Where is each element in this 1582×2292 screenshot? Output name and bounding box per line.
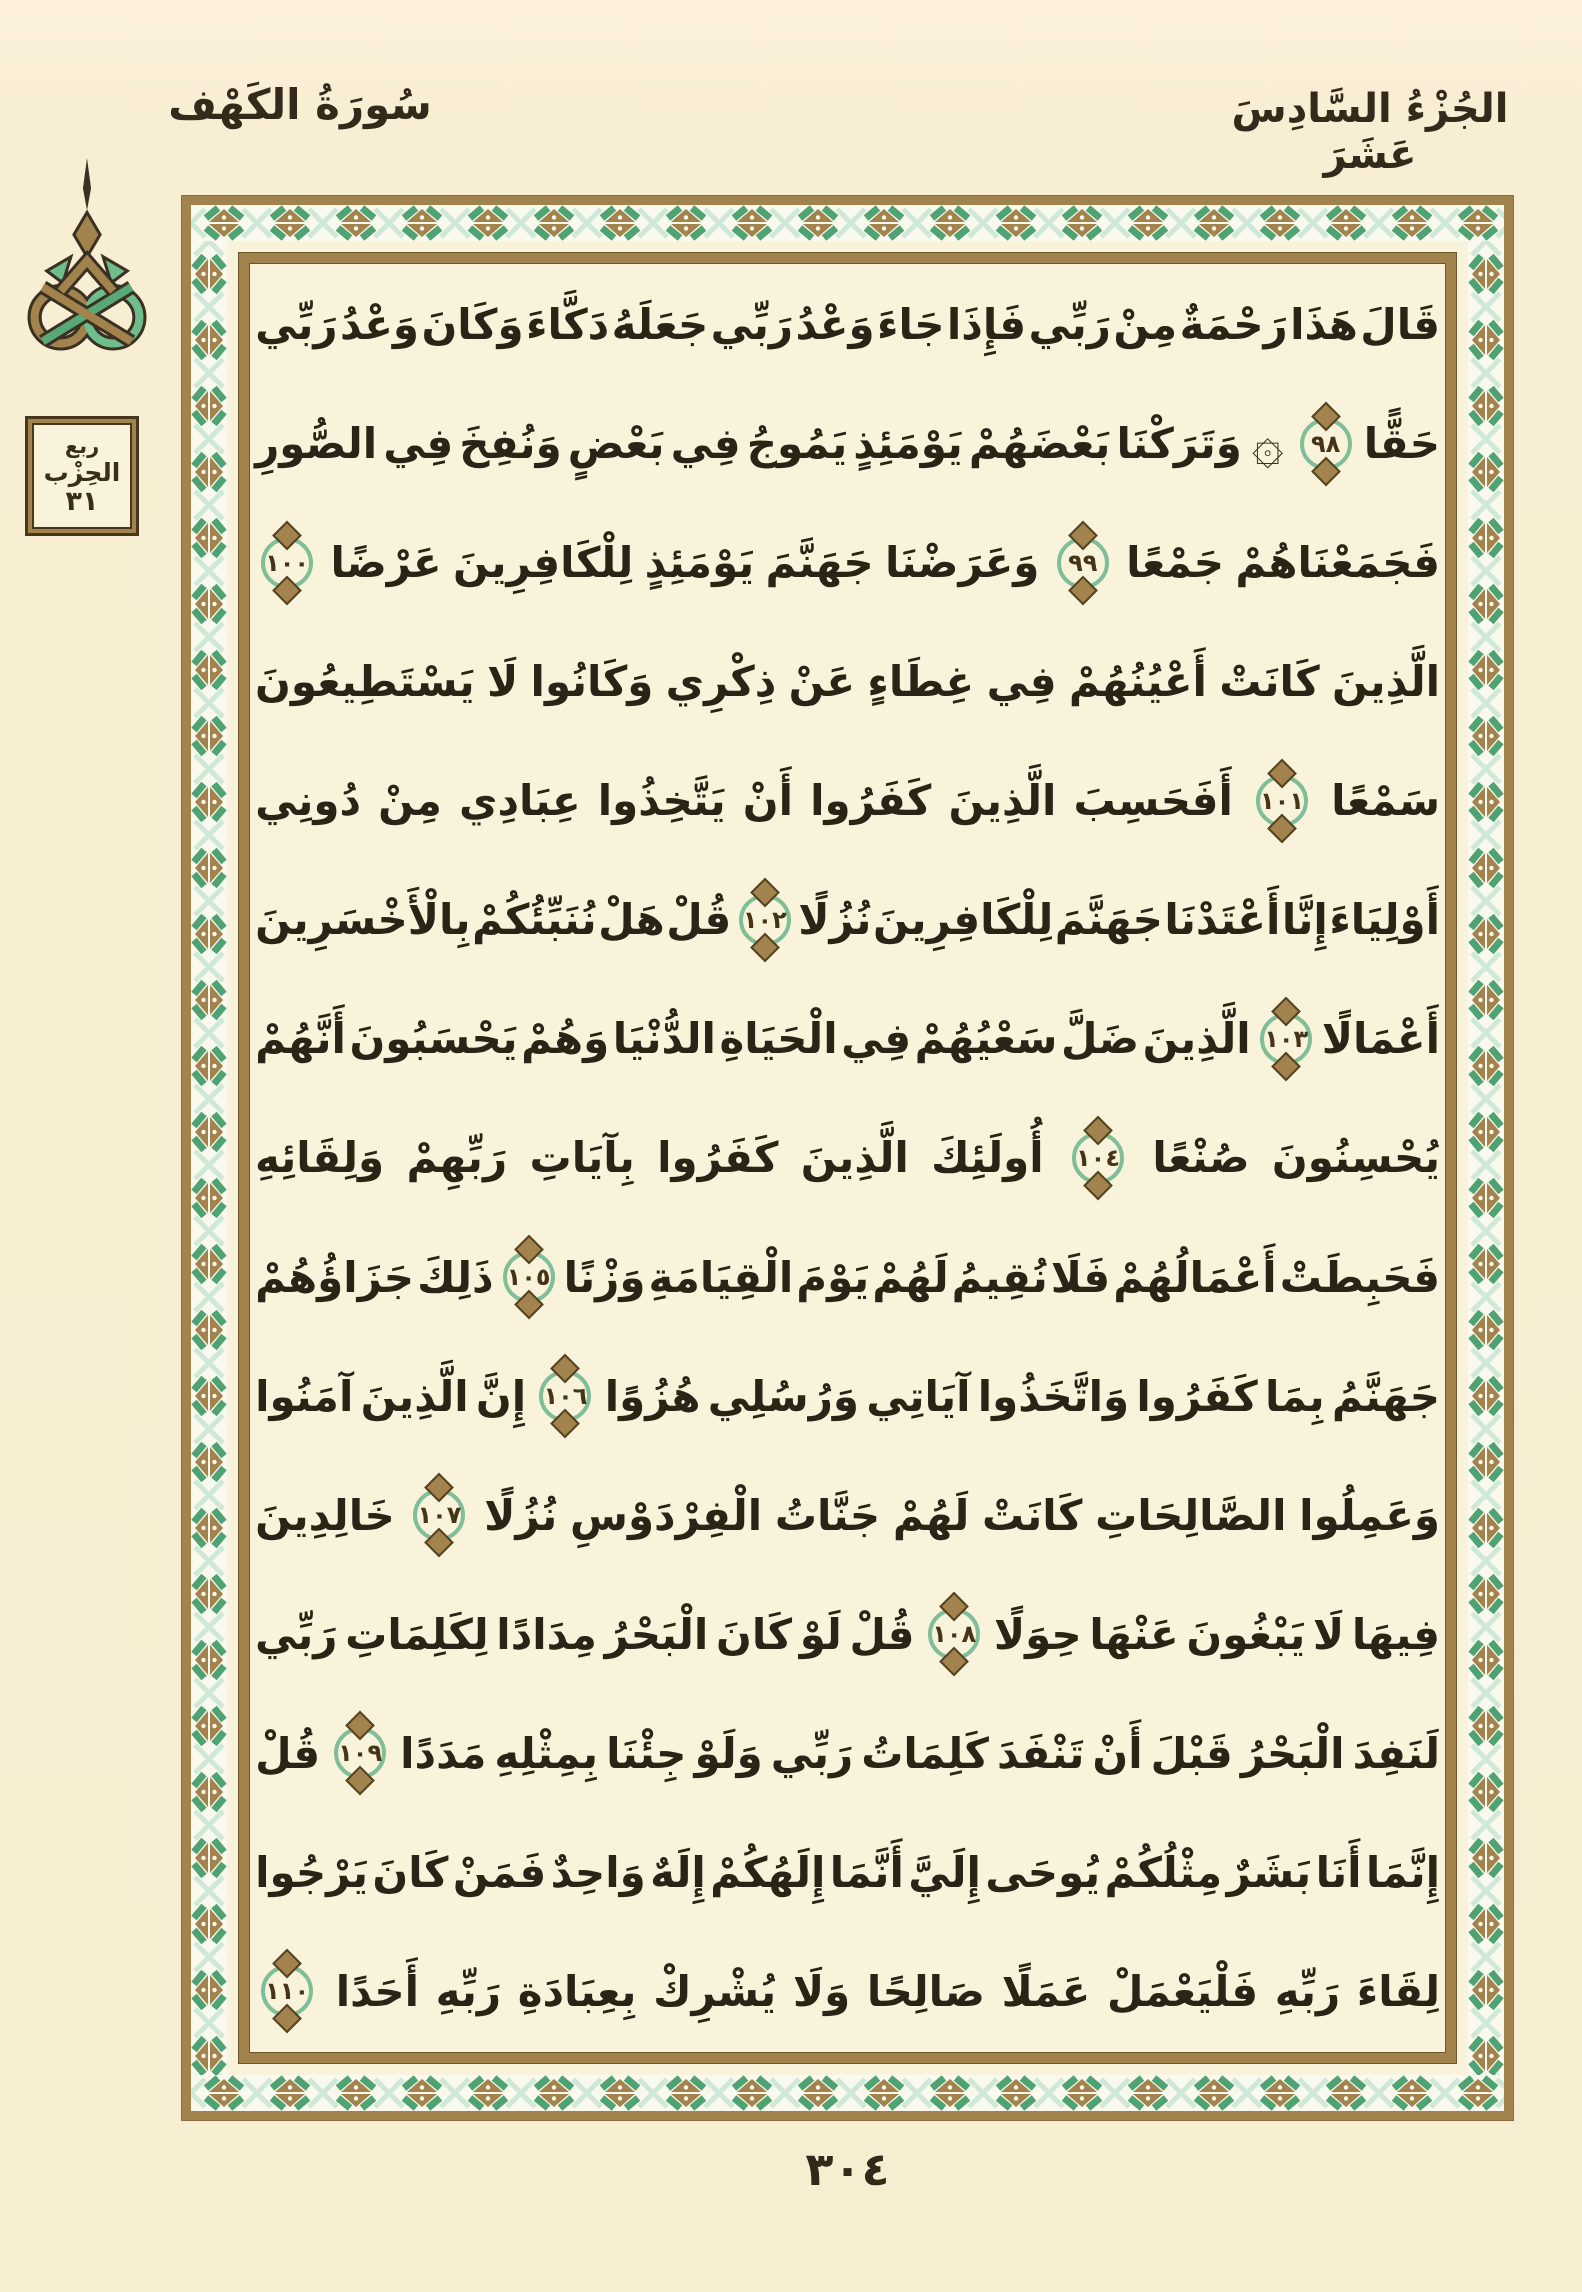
word: إِلَهُكُمْ (710, 1847, 826, 1897)
word: يَتَّخِذُوا (597, 776, 726, 826)
word: قُلْ (849, 1609, 915, 1659)
word: وَاحِدٌ (550, 1847, 646, 1897)
word: حَقًّا (1363, 419, 1440, 469)
word: لَنَفِدَ (1352, 1728, 1440, 1778)
word: الْقِيَامَةِ (648, 1252, 794, 1302)
word: وَنُفِخَ (459, 419, 562, 469)
quran-line-4 (255, 622, 1440, 741)
verse-end-medallion (261, 537, 313, 589)
word: مِنْ (378, 776, 442, 826)
word: عَنْ (788, 657, 856, 707)
verse-number: ١٠٤ (1076, 1143, 1120, 1172)
verse-end-medallion (1260, 1013, 1312, 1065)
word: أَنْ (1092, 1728, 1143, 1778)
word: الَّذِينَ (1332, 657, 1440, 707)
verse-number: ١٠١ (1260, 786, 1304, 815)
word: فَلَا (1050, 1252, 1111, 1302)
word: إِلَهٌ (650, 1847, 706, 1897)
hizb-knot-icon (16, 158, 158, 410)
verse-number: ١٠٠ (265, 548, 310, 577)
word: لِلْكَافِرِينَ (872, 895, 1054, 945)
verse-end-medallion (1300, 418, 1352, 470)
word: لَوْ (799, 1609, 842, 1659)
word: كَانَ (715, 1609, 793, 1659)
verse-number: ١٠٣ (1264, 1024, 1309, 1053)
word: بَعْضَهُمْ (968, 419, 1111, 469)
word: وَزْنًا (563, 1252, 646, 1302)
word: بَشَرٌ (1226, 1847, 1312, 1897)
word: الْحَيَاةِ (719, 1014, 838, 1064)
page-number: ٣٠٤ (805, 2142, 890, 2196)
verse-end-medallion (1072, 1132, 1124, 1184)
word: دَكَّاءَ (526, 300, 610, 350)
hizb-box-line2: الحِزْب (43, 457, 121, 487)
ornamental-frame (182, 196, 1513, 2120)
word: الْبَحْرُ (1240, 1728, 1345, 1778)
word: جَاءَ (876, 300, 945, 350)
word: الْفِرْدَوْسِ (569, 1490, 763, 1540)
word: قَالَ (1360, 300, 1440, 350)
verse-number: ١٠٦ (543, 1382, 588, 1411)
word: فَجَمَعْنَاهُمْ (1235, 538, 1440, 588)
word: يَوْمَ (796, 1252, 870, 1302)
word: أَعْمَالًا (1321, 1014, 1440, 1064)
verse-end-medallion (334, 1727, 386, 1779)
word: كَفَرُوا (1136, 1371, 1258, 1421)
inner-gold-frame (239, 253, 1456, 2063)
word: بِآيَاتِ (529, 1133, 635, 1183)
quran-line-9 (255, 1218, 1440, 1337)
quran-line-11 (255, 1456, 1440, 1575)
word: فِي (383, 419, 454, 469)
word: إِنَّمَا (1365, 1847, 1440, 1897)
verse-end-medallion (739, 894, 791, 946)
word: مَدَدًا (400, 1728, 487, 1778)
quran-line-1 (255, 265, 1440, 384)
word: أَوْلِيَاءَ (1329, 895, 1440, 945)
word: جَهَنَّمَ (765, 538, 874, 588)
quran-line-5 (255, 741, 1440, 860)
word: إِنَّا (1281, 895, 1328, 945)
word: وَاتَّخَذُوا (977, 1371, 1130, 1421)
verse-end-medallion (261, 1965, 313, 2017)
hizb-box-number: ٣١ (65, 485, 99, 517)
word: كَلِمَاتُ (861, 1728, 989, 1778)
word: مِنْ (1113, 300, 1178, 350)
juz-title: الجُزْءُ السَّادِسَ عَشَرَ (1231, 86, 1509, 178)
word: وَعْدُ (339, 300, 420, 350)
word: الَّذِينَ (800, 1133, 909, 1183)
word: عَنْهَا (1089, 1609, 1179, 1659)
hizb-quarter-box (25, 416, 139, 536)
verse-number: ٩٨ (1311, 429, 1341, 458)
word: فَإِذَا (946, 300, 1027, 350)
quran-lines (255, 265, 1440, 2051)
word: رَبِّهِ (1274, 1966, 1341, 2016)
word: عِبَادِي (458, 776, 581, 826)
word: رَحْمَةٌ (1179, 300, 1288, 350)
word: وَعَرَضْنَا (884, 538, 1040, 588)
verse-end-medallion (1057, 537, 1109, 589)
word: سَعْيُهُمْ (914, 1014, 1058, 1064)
word: رَبِّي (255, 1609, 338, 1659)
word: إِنَّ (475, 1371, 527, 1421)
word: وَعْدُ (795, 300, 875, 350)
word: جَمْعًا (1126, 538, 1225, 588)
word: أَنَّمَا (829, 1847, 904, 1897)
word: لَا (486, 657, 519, 707)
word: بِالْأَخْسَرِينَ (255, 895, 471, 945)
surah-title: سُورَةُ الكَهْف (168, 80, 432, 129)
word: نُزُلًا (798, 895, 872, 945)
word: لَا (1312, 1609, 1345, 1659)
word: أَفَحَسِبَ (1073, 776, 1233, 826)
word: مِثْلُكُمْ (1104, 1847, 1223, 1897)
quran-line-6 (255, 860, 1440, 979)
word: وَلِقَائِهِ (255, 1133, 385, 1183)
word: وَتَرَكْنَا (1116, 419, 1242, 469)
verse-end-medallion (1256, 775, 1308, 827)
word: يَسْتَطِيعُونَ (255, 657, 475, 707)
word: كَفَرُوا (810, 776, 932, 826)
border-pattern-left (191, 241, 227, 2075)
word: يَوْمَئِذٍ (853, 419, 963, 469)
quran-line-7 (255, 979, 1440, 1098)
word: لِلْكَافِرِينَ (452, 538, 634, 588)
word: عَمَلًا (1001, 1966, 1091, 2016)
word: رَبِّي (1028, 300, 1111, 350)
word: الْبَحْرُ (604, 1609, 709, 1659)
quran-line-3 (255, 503, 1440, 622)
word: يَحْسَبُونَ (349, 1014, 518, 1064)
verse-number: ٩٩ (1068, 548, 1098, 577)
word: لَهُمْ (872, 1252, 949, 1302)
word: يُحْسِنُونَ (1271, 1133, 1440, 1183)
word: أَعْمَالُهُمْ (1113, 1252, 1277, 1302)
quran-line-8 (255, 1098, 1440, 1217)
word: جِئْنَا (606, 1728, 687, 1778)
word: وَهُمْ (521, 1014, 610, 1064)
word: قُلْ (255, 1728, 321, 1778)
word: هُزُوًا (604, 1371, 701, 1421)
word: بِعِبَادَةِ (517, 1966, 637, 2016)
word: تَنْفَدَ (996, 1728, 1085, 1778)
word: حِوَلًا (993, 1609, 1082, 1659)
word: الَّذِينَ (1142, 1014, 1251, 1064)
word: كَفَرُوا (657, 1133, 779, 1183)
word: فِي (670, 419, 741, 469)
word: بَعْضٍ (567, 419, 665, 469)
hizb-box-line1: ربع (64, 434, 100, 459)
word: يَمُوجُ (746, 419, 848, 469)
quran-line-12 (255, 1575, 1440, 1694)
word: وَرُسُلِي (707, 1371, 859, 1421)
word: يُشْرِكْ (653, 1966, 777, 2016)
quran-line-13 (255, 1694, 1440, 1813)
word: رَبِّي (255, 300, 338, 350)
word: إِلَيَّ (908, 1847, 981, 1897)
quran-line-15 (255, 1932, 1440, 2051)
verse-end-medallion (413, 1489, 465, 1541)
verse-number: ١٠٨ (932, 1620, 977, 1649)
word: نُزُلًا (484, 1490, 558, 1540)
word: نُقِيمُ (951, 1252, 1048, 1302)
word: وَكَانُوا (530, 657, 654, 707)
word: وَلَا (792, 1966, 851, 2016)
word: جَزَاؤُهُمْ (255, 1252, 415, 1302)
word: ذَلِكَ (417, 1252, 494, 1302)
verse-end-medallion (503, 1251, 555, 1303)
word: مِدَادًا (496, 1609, 597, 1659)
word: فَحَبِطَتْ (1279, 1252, 1440, 1302)
word: الَّذِينَ (948, 776, 1057, 826)
word: أَنَا (1315, 1847, 1362, 1897)
word: ضَلَّ (1061, 1014, 1140, 1064)
quran-line-2 (255, 384, 1440, 503)
word: فَلْيَعْمَلْ (1106, 1966, 1259, 2016)
border-pattern-right (1468, 241, 1504, 2075)
word: كَانَ (372, 1847, 449, 1897)
rub-el-hizb-icon: ۞ (1251, 411, 1284, 475)
word: قَبْلَ (1150, 1728, 1233, 1778)
hizb-quarter-box-inner (32, 423, 132, 529)
word: أَعْتَدْنَا (1164, 895, 1281, 945)
verse-end-medallion (539, 1370, 591, 1422)
word: لَهُمْ (892, 1490, 970, 1540)
word: أَعْيُنُهُمْ (1068, 657, 1207, 707)
word: أَنَّهُمْ (255, 1014, 346, 1064)
word: فِي (841, 1014, 912, 1064)
verse-number: ١٠٩ (338, 1739, 383, 1768)
word: فَمَنْ (452, 1847, 547, 1897)
verse-number: ١٠٧ (417, 1501, 462, 1530)
word: آيَاتِي (866, 1371, 971, 1421)
word: رَبِّهِمْ (406, 1133, 508, 1183)
word: وَلَوْ (694, 1728, 763, 1778)
verse-number: ١٠٥ (506, 1263, 551, 1292)
word: جَهَنَّمَ (1054, 895, 1163, 945)
word: لِقَاءَ (1356, 1966, 1440, 2016)
verse-number: ١٠٢ (742, 905, 787, 934)
word: لِكَلِمَاتِ (345, 1609, 489, 1659)
quran-line-10 (255, 1337, 1440, 1456)
word: كَانَتْ (982, 1490, 1083, 1540)
word: دُونِي (255, 776, 362, 826)
word: يَرْجُوا (255, 1847, 369, 1897)
word: يَبْغُونَ (1186, 1609, 1306, 1659)
word: عَرْضًا (330, 538, 442, 588)
word: صَالِحًا (866, 1966, 985, 2016)
word: هَذَا (1290, 300, 1358, 350)
word: كَانَتْ (1219, 657, 1320, 707)
word: جَنَّاتُ (774, 1490, 881, 1540)
word: هَلْ (598, 895, 665, 945)
word: يُوحَى (985, 1847, 1101, 1897)
word: بِمِثْلِهِ (494, 1728, 599, 1778)
border-pattern-bottom (191, 2075, 1504, 2111)
word: وَعَمِلُوا (1299, 1490, 1440, 1540)
word: وَكَانَ (421, 300, 524, 350)
word: بِمَا (1264, 1371, 1325, 1421)
word: فِيهَا (1351, 1609, 1440, 1659)
quran-line-14 (255, 1813, 1440, 1932)
word: الَّذِينَ (360, 1371, 469, 1421)
word: أَنْ (742, 776, 793, 826)
word: جَهَنَّمُ (1331, 1371, 1440, 1421)
word: صُنْعًا (1152, 1133, 1250, 1183)
word: فِي (986, 657, 1057, 707)
word: نُنَبِّئُكُمْ (472, 895, 597, 945)
word: جَعَلَهُ (611, 300, 709, 350)
word: قُلْ (666, 895, 732, 945)
word: أَحَدًا (335, 1966, 420, 2016)
word: الصَّالِحَاتِ (1095, 1490, 1287, 1540)
word: رَبِّهِ (435, 1966, 502, 2016)
verse-number: ١١٠ (265, 1977, 310, 2006)
word: أُولَئِكَ (931, 1133, 1044, 1183)
word: سَمْعًا (1331, 776, 1440, 826)
word: خَالِدِينَ (255, 1490, 395, 1540)
word: رَبِّي (770, 1728, 854, 1778)
verse-end-medallion (928, 1608, 980, 1660)
border-pattern-top (191, 205, 1504, 241)
word: آمَنُوا (255, 1371, 354, 1421)
word: يَوْمَئِذٍ (644, 538, 755, 588)
word: الصُّورِ (255, 419, 378, 469)
word: الدُّنْيَا (612, 1014, 716, 1064)
word: رَبِّي (710, 300, 794, 350)
word: غِطَاءٍ (867, 657, 975, 707)
word: ذِكْرِي (665, 657, 777, 707)
